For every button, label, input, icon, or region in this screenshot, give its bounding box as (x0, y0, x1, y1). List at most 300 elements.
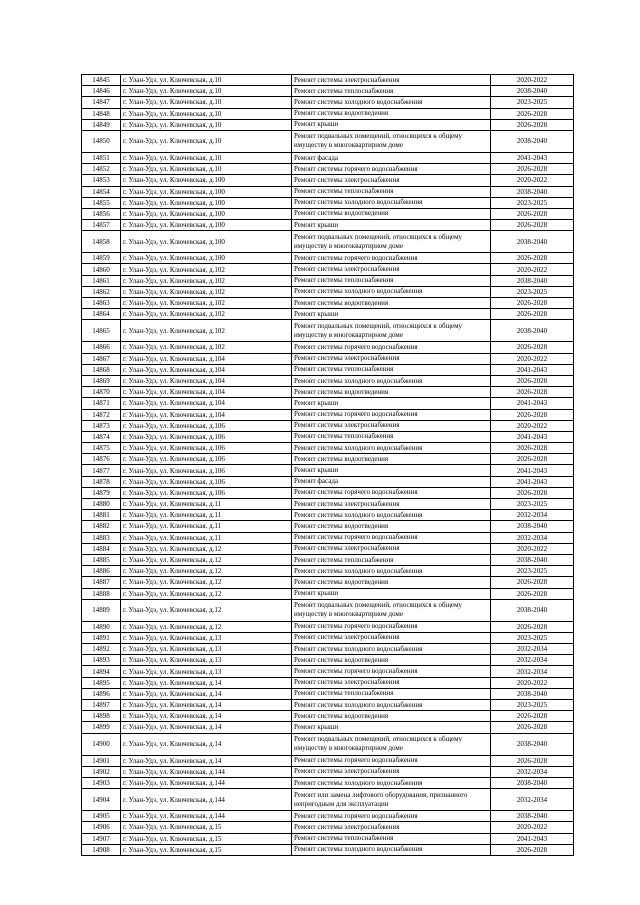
address-cell: г. Улан-Удэ, ул. Ключевская, д.12 (121, 554, 292, 565)
period-cell: 2026-2028 (491, 208, 574, 219)
address-cell: г. Улан-Удэ, ул. Ключевская, д.10 (121, 119, 292, 130)
row-number: 14907 (82, 833, 121, 844)
address-cell: г. Улан-Удэ, ул. Ключевская, д.102 (121, 309, 292, 320)
period-cell: 2032-2034 (491, 510, 574, 521)
work-type-cell: Ремонт крыши (292, 588, 491, 599)
table-row (82, 599, 574, 621)
table-row (82, 632, 574, 643)
period-cell: 2041-2043 (491, 431, 574, 442)
table-row (82, 655, 574, 666)
row-number: 14903 (82, 777, 121, 788)
work-type-cell: Ремонт системы электроснабжения (292, 420, 491, 431)
work-type-cell: Ремонт подвальных помещений, относящихся к общему имуществу в многоквартирном доме (292, 733, 491, 755)
period-cell: 2026-2028 (491, 298, 574, 309)
address-cell: г. Улан-Удэ, ул. Ключевская, д.106 (121, 431, 292, 442)
period-cell: 2026-2028 (491, 722, 574, 733)
period-cell: 2026-2028 (491, 577, 574, 588)
table-row (82, 543, 574, 554)
row-number: 14899 (82, 722, 121, 733)
address-cell: г. Улан-Удэ, ул. Ключевская, д.102 (121, 264, 292, 275)
row-number: 14873 (82, 420, 121, 431)
address-cell: г. Улан-Удэ, ул. Ключевская, д.10 (121, 108, 292, 119)
row-number: 14863 (82, 298, 121, 309)
work-type-cell: Ремонт системы теплоснабжения (292, 86, 491, 97)
row-number: 14845 (82, 75, 121, 86)
table-row (82, 164, 574, 175)
table-row (82, 275, 574, 286)
row-number: 14862 (82, 286, 121, 297)
period-cell: 2041-2043 (491, 465, 574, 476)
period-cell: 2026-2028 (491, 342, 574, 353)
period-cell: 2041-2043 (491, 833, 574, 844)
row-number: 14846 (82, 86, 121, 97)
period-cell: 2026-2028 (491, 108, 574, 119)
period-cell: 2023-2025 (491, 632, 574, 643)
work-type-cell: Ремонт системы электроснабжения (292, 75, 491, 86)
table-row (82, 75, 574, 86)
work-type-cell: Ремонт системы горячего водоснабжения (292, 532, 491, 543)
row-number: 14891 (82, 632, 121, 643)
table-row (82, 97, 574, 108)
period-cell: 2020-2022 (491, 677, 574, 688)
address-cell: г. Улан-Удэ, ул. Ключевская, д.144 (121, 811, 292, 822)
row-number: 14894 (82, 666, 121, 677)
work-type-cell: Ремонт фасада (292, 476, 491, 487)
work-type-cell: Ремонт системы электроснабжения (292, 677, 491, 688)
address-cell: г. Улан-Удэ, ул. Ключевская, д.14 (121, 722, 292, 733)
work-type-cell: Ремонт системы холодного водоснабжения (292, 443, 491, 454)
period-cell: 2023-2025 (491, 197, 574, 208)
table-row (82, 208, 574, 219)
address-cell: г. Улан-Удэ, ул. Ключевская, д.104 (121, 387, 292, 398)
period-cell: 2026-2028 (491, 844, 574, 855)
table-row (82, 688, 574, 699)
table-row (82, 398, 574, 409)
period-cell: 2026-2028 (491, 443, 574, 454)
period-cell: 2026-2028 (491, 220, 574, 231)
address-cell: г. Улан-Удэ, ул. Ключевская, д.13 (121, 632, 292, 643)
address-cell: г. Улан-Удэ, ул. Ключевская, д.144 (121, 766, 292, 777)
row-number: 14898 (82, 711, 121, 722)
work-type-cell: Ремонт подвальных помещений, относящихся к общему имуществу в многоквартирном доме (292, 231, 491, 253)
row-number: 14856 (82, 208, 121, 219)
work-type-cell: Ремонт системы теплоснабжения (292, 364, 491, 375)
table-row (82, 789, 574, 811)
period-cell: 2038-2040 (491, 186, 574, 197)
table-row (82, 443, 574, 454)
period-cell: 2038-2040 (491, 320, 574, 342)
address-cell: г. Улан-Удэ, ул. Ключевская, д.104 (121, 398, 292, 409)
row-number: 14892 (82, 644, 121, 655)
work-type-cell: Ремонт системы водоотведения (292, 711, 491, 722)
period-cell: 2023-2025 (491, 286, 574, 297)
row-number: 14878 (82, 476, 121, 487)
address-cell: г. Улан-Удэ, ул. Ключевская, д.102 (121, 298, 292, 309)
table-row (82, 86, 574, 97)
row-number: 14860 (82, 264, 121, 275)
period-cell: 2041-2043 (491, 476, 574, 487)
table-row (82, 577, 574, 588)
address-cell: г. Улан-Удэ, ул. Ключевская, д.12 (121, 566, 292, 577)
row-number: 14850 (82, 130, 121, 152)
address-cell: г. Улан-Удэ, ул. Ключевская, д.14 (121, 755, 292, 766)
row-number: 14902 (82, 766, 121, 777)
work-type-cell: Ремонт системы водоотведения (292, 208, 491, 219)
period-cell: 2026-2028 (491, 755, 574, 766)
row-number: 14906 (82, 822, 121, 833)
row-number: 14883 (82, 532, 121, 543)
table-row (82, 666, 574, 677)
address-cell: г. Улан-Удэ, ул. Ключевская, д.12 (121, 599, 292, 621)
table-row (82, 431, 574, 442)
work-type-cell: Ремонт системы теплоснабжения (292, 431, 491, 442)
row-number: 14877 (82, 465, 121, 476)
period-cell: 2026-2028 (491, 621, 574, 632)
row-number: 14889 (82, 599, 121, 621)
work-type-cell: Ремонт системы горячего водоснабжения (292, 342, 491, 353)
address-cell: г. Улан-Удэ, ул. Ключевская, д.13 (121, 655, 292, 666)
work-type-cell: Ремонт системы горячего водоснабжения (292, 253, 491, 264)
period-cell: 2026-2028 (491, 711, 574, 722)
period-cell: 2023-2025 (491, 566, 574, 577)
period-cell: 2038-2040 (491, 554, 574, 565)
row-number: 14887 (82, 577, 121, 588)
table-row (82, 755, 574, 766)
table-row (82, 476, 574, 487)
row-number: 14885 (82, 554, 121, 565)
table-row (82, 844, 574, 855)
row-number: 14849 (82, 119, 121, 130)
period-cell: 2041-2043 (491, 398, 574, 409)
row-number: 14900 (82, 733, 121, 755)
work-type-cell: Ремонт системы холодного водоснабжения (292, 566, 491, 577)
table-row (82, 833, 574, 844)
period-cell: 2020-2022 (491, 175, 574, 186)
repair-schedule-table (81, 74, 574, 856)
row-number: 14875 (82, 443, 121, 454)
address-cell: г. Улан-Удэ, ул. Ключевская, д.14 (121, 700, 292, 711)
row-number: 14904 (82, 789, 121, 811)
address-cell: г. Улан-Удэ, ул. Ключевская, д.102 (121, 342, 292, 353)
row-number: 14869 (82, 375, 121, 386)
period-cell: 2038-2040 (491, 733, 574, 755)
table-row (82, 342, 574, 353)
table-row (82, 119, 574, 130)
table-row (82, 420, 574, 431)
work-type-cell: Ремонт системы горячего водоснабжения (292, 811, 491, 822)
table-row (82, 621, 574, 632)
table-row (82, 309, 574, 320)
period-cell: 2023-2025 (491, 97, 574, 108)
row-number: 14901 (82, 755, 121, 766)
period-cell: 2038-2040 (491, 688, 574, 699)
work-type-cell: Ремонт системы водоотведения (292, 298, 491, 309)
row-number: 14854 (82, 186, 121, 197)
address-cell: г. Улан-Удэ, ул. Ключевская, д.15 (121, 844, 292, 855)
period-cell: 2038-2040 (491, 130, 574, 152)
work-type-cell: Ремонт системы горячего водоснабжения (292, 755, 491, 766)
period-cell: 2032-2034 (491, 766, 574, 777)
work-type-cell: Ремонт подвальных помещений, относящихся к общему имуществу в многоквартирном доме (292, 320, 491, 342)
table-row (82, 353, 574, 364)
work-type-cell: Ремонт крыши (292, 398, 491, 409)
table-row (82, 320, 574, 342)
row-number: 14908 (82, 844, 121, 855)
period-cell: 2020-2022 (491, 822, 574, 833)
row-number: 14861 (82, 275, 121, 286)
period-cell: 2026-2028 (491, 487, 574, 498)
work-type-cell: Ремонт системы холодного водоснабжения (292, 777, 491, 788)
row-number: 14853 (82, 175, 121, 186)
work-type-cell: Ремонт системы электроснабжения (292, 822, 491, 833)
address-cell: г. Улан-Удэ, ул. Ключевская, д.11 (121, 521, 292, 532)
row-number: 14872 (82, 409, 121, 420)
row-number: 14905 (82, 811, 121, 822)
work-type-cell: Ремонт системы холодного водоснабжения (292, 844, 491, 855)
table-row (82, 231, 574, 253)
address-cell: г. Улан-Удэ, ул. Ключевская, д.106 (121, 487, 292, 498)
row-number: 14871 (82, 398, 121, 409)
period-cell: 2041-2043 (491, 152, 574, 163)
period-cell: 2032-2034 (491, 644, 574, 655)
address-cell: г. Улан-Удэ, ул. Ключевская, д.11 (121, 510, 292, 521)
table-row (82, 197, 574, 208)
table-row (82, 220, 574, 231)
work-type-cell: Ремонт подвальных помещений, относящихся к общему имуществу в многоквартирном доме (292, 130, 491, 152)
repair-schedule-body (82, 75, 574, 856)
table-row (82, 108, 574, 119)
address-cell: г. Улан-Удэ, ул. Ключевская, д.15 (121, 822, 292, 833)
table-row (82, 253, 574, 264)
table-row (82, 375, 574, 386)
address-cell: г. Улан-Удэ, ул. Ключевская, д.10 (121, 130, 292, 152)
row-number: 14867 (82, 353, 121, 364)
work-type-cell: Ремонт системы холодного водоснабжения (292, 644, 491, 655)
table-row (82, 566, 574, 577)
table-row (82, 499, 574, 510)
row-number: 14866 (82, 342, 121, 353)
address-cell: г. Улан-Удэ, ул. Ключевская, д.102 (121, 320, 292, 342)
table-row (82, 532, 574, 543)
address-cell: г. Улан-Удэ, ул. Ключевская, д.12 (121, 621, 292, 632)
period-cell: 2032-2034 (491, 789, 574, 811)
row-number: 14893 (82, 655, 121, 666)
work-type-cell: Ремонт системы водоотведения (292, 655, 491, 666)
row-number: 14859 (82, 253, 121, 264)
address-cell: г. Улан-Удэ, ул. Ключевская, д.10 (121, 86, 292, 97)
table-row (82, 298, 574, 309)
work-type-cell: Ремонт системы электроснабжения (292, 766, 491, 777)
table-row (82, 521, 574, 532)
period-cell: 2032-2034 (491, 532, 574, 543)
period-cell: 2038-2040 (491, 275, 574, 286)
work-type-cell: Ремонт системы водоотведения (292, 108, 491, 119)
period-cell: 2038-2040 (491, 777, 574, 788)
table-row (82, 130, 574, 152)
address-cell: г. Улан-Удэ, ул. Ключевская, д.15 (121, 833, 292, 844)
table-row (82, 454, 574, 465)
row-number: 14851 (82, 152, 121, 163)
row-number: 14855 (82, 197, 121, 208)
address-cell: г. Улан-Удэ, ул. Ключевская, д.100 (121, 175, 292, 186)
address-cell: г. Улан-Удэ, ул. Ключевская, д.10 (121, 152, 292, 163)
address-cell: г. Улан-Удэ, ул. Ключевская, д.104 (121, 364, 292, 375)
period-cell: 2026-2028 (491, 387, 574, 398)
period-cell: 2023-2025 (491, 700, 574, 711)
period-cell: 2026-2028 (491, 454, 574, 465)
row-number: 14874 (82, 431, 121, 442)
address-cell: г. Улан-Удэ, ул. Ключевская, д.13 (121, 666, 292, 677)
period-cell: 2038-2040 (491, 599, 574, 621)
work-type-cell: Ремонт системы электроснабжения (292, 632, 491, 643)
row-number: 14890 (82, 621, 121, 632)
work-type-cell: Ремонт системы электроснабжения (292, 175, 491, 186)
work-type-cell: Ремонт системы теплоснабжения (292, 186, 491, 197)
row-number: 14882 (82, 521, 121, 532)
period-cell: 2026-2028 (491, 164, 574, 175)
work-type-cell: Ремонт системы водоотведения (292, 577, 491, 588)
address-cell: г. Улан-Удэ, ул. Ключевская, д.14 (121, 711, 292, 722)
period-cell: 2032-2034 (491, 666, 574, 677)
period-cell: 2020-2022 (491, 543, 574, 554)
period-cell: 2041-2043 (491, 364, 574, 375)
work-type-cell: Ремонт системы электроснабжения (292, 499, 491, 510)
table-row (82, 777, 574, 788)
row-number: 14857 (82, 220, 121, 231)
table-row (82, 186, 574, 197)
row-number: 14895 (82, 677, 121, 688)
address-cell: г. Улан-Удэ, ул. Ключевская, д.106 (121, 443, 292, 454)
period-cell: 2038-2040 (491, 521, 574, 532)
address-cell: г. Улан-Удэ, ул. Ключевская, д.144 (121, 777, 292, 788)
address-cell: г. Улан-Удэ, ул. Ключевская, д.100 (121, 186, 292, 197)
address-cell: г. Улан-Удэ, ул. Ключевская, д.106 (121, 465, 292, 476)
table-row (82, 364, 574, 375)
address-cell: г. Улан-Удэ, ул. Ключевская, д.106 (121, 476, 292, 487)
address-cell: г. Улан-Удэ, ул. Ключевская, д.106 (121, 420, 292, 431)
row-number: 14864 (82, 309, 121, 320)
table-row (82, 677, 574, 688)
table-row (82, 766, 574, 777)
table-row (82, 822, 574, 833)
work-type-cell: Ремонт системы горячего водоснабжения (292, 621, 491, 632)
work-type-cell: Ремонт системы холодного водоснабжения (292, 97, 491, 108)
row-number: 14847 (82, 97, 121, 108)
work-type-cell: Ремонт системы теплоснабжения (292, 688, 491, 699)
row-number: 14880 (82, 499, 121, 510)
address-cell: г. Улан-Удэ, ул. Ключевская, д.100 (121, 231, 292, 253)
address-cell: г. Улан-Удэ, ул. Ключевская, д.12 (121, 577, 292, 588)
table-row (82, 811, 574, 822)
work-type-cell: Ремонт крыши (292, 309, 491, 320)
work-type-cell: Ремонт системы водоотведения (292, 521, 491, 532)
work-type-cell: Ремонт системы водоотведения (292, 454, 491, 465)
work-type-cell: Ремонт системы горячего водоснабжения (292, 409, 491, 420)
period-cell: 2032-2034 (491, 655, 574, 666)
period-cell: 2026-2028 (491, 119, 574, 130)
table-row (82, 711, 574, 722)
period-cell: 2026-2028 (491, 253, 574, 264)
row-number: 14896 (82, 688, 121, 699)
table-row (82, 510, 574, 521)
table-row (82, 387, 574, 398)
work-type-cell: Ремонт системы электроснабжения (292, 353, 491, 364)
table-row (82, 733, 574, 755)
row-number: 14886 (82, 566, 121, 577)
row-number: 14876 (82, 454, 121, 465)
work-type-cell: Ремонт системы горячего водоснабжения (292, 666, 491, 677)
work-type-cell: Ремонт системы холодного водоснабжения (292, 700, 491, 711)
table-row (82, 700, 574, 711)
work-type-cell: Ремонт крыши (292, 722, 491, 733)
address-cell: г. Улан-Удэ, ул. Ключевская, д.12 (121, 543, 292, 554)
address-cell: г. Улан-Удэ, ул. Ключевская, д.14 (121, 688, 292, 699)
address-cell: г. Улан-Удэ, ул. Ключевская, д.10 (121, 75, 292, 86)
table-row (82, 487, 574, 498)
address-cell: г. Улан-Удэ, ул. Ключевская, д.12 (121, 588, 292, 599)
work-type-cell: Ремонт крыши (292, 220, 491, 231)
work-type-cell: Ремонт крыши (292, 119, 491, 130)
table-row (82, 152, 574, 163)
row-number: 14881 (82, 510, 121, 521)
work-type-cell: Ремонт системы горячего водоснабжения (292, 487, 491, 498)
period-cell: 2020-2022 (491, 264, 574, 275)
row-number: 14884 (82, 543, 121, 554)
period-cell: 2023-2025 (491, 499, 574, 510)
address-cell: г. Улан-Удэ, ул. Ключевская, д.104 (121, 409, 292, 420)
row-number: 14858 (82, 231, 121, 253)
address-cell: г. Улан-Удэ, ул. Ключевская, д.144 (121, 789, 292, 811)
work-type-cell: Ремонт системы холодного водоснабжения (292, 197, 491, 208)
table-row (82, 264, 574, 275)
table-row (82, 722, 574, 733)
work-type-cell: Ремонт системы водоотведения (292, 387, 491, 398)
work-type-cell: Ремонт системы горячего водоснабжения (292, 164, 491, 175)
work-type-cell: Ремонт или замена лифтового оборудования, признанного непригодным для эксплуатации (292, 789, 491, 811)
table-row (82, 588, 574, 599)
row-number: 14848 (82, 108, 121, 119)
table-row (82, 286, 574, 297)
period-cell: 2020-2022 (491, 420, 574, 431)
row-number: 14870 (82, 387, 121, 398)
address-cell: г. Улан-Удэ, ул. Ключевская, д.100 (121, 197, 292, 208)
period-cell: 2020-2022 (491, 353, 574, 364)
address-cell: г. Улан-Удэ, ул. Ключевская, д.102 (121, 286, 292, 297)
address-cell: г. Улан-Удэ, ул. Ключевская, д.104 (121, 375, 292, 386)
address-cell: г. Улан-Удэ, ул. Ключевская, д.13 (121, 644, 292, 655)
table-row (82, 465, 574, 476)
work-type-cell: Ремонт подвальных помещений, относящихся к общему имуществу в многоквартирном доме (292, 599, 491, 621)
address-cell: г. Улан-Удэ, ул. Ключевская, д.14 (121, 677, 292, 688)
work-type-cell: Ремонт системы холодного водоснабжения (292, 375, 491, 386)
address-cell: г. Улан-Удэ, ул. Ключевская, д.10 (121, 164, 292, 175)
work-type-cell: Ремонт системы электроснабжения (292, 543, 491, 554)
address-cell: г. Улан-Удэ, ул. Ключевская, д.10 (121, 97, 292, 108)
table-row (82, 644, 574, 655)
period-cell: 2038-2040 (491, 231, 574, 253)
row-number: 14868 (82, 364, 121, 375)
period-cell: 2038-2040 (491, 811, 574, 822)
row-number: 14852 (82, 164, 121, 175)
address-cell: г. Улан-Удэ, ул. Ключевская, д.106 (121, 454, 292, 465)
work-type-cell: Ремонт системы теплоснабжения (292, 833, 491, 844)
period-cell: 2020-2022 (491, 75, 574, 86)
address-cell: г. Улан-Удэ, ул. Ключевская, д.100 (121, 208, 292, 219)
period-cell: 2026-2028 (491, 588, 574, 599)
address-cell: г. Улан-Удэ, ул. Ключевская, д.102 (121, 275, 292, 286)
work-type-cell: Ремонт крыши (292, 465, 491, 476)
table-row (82, 175, 574, 186)
